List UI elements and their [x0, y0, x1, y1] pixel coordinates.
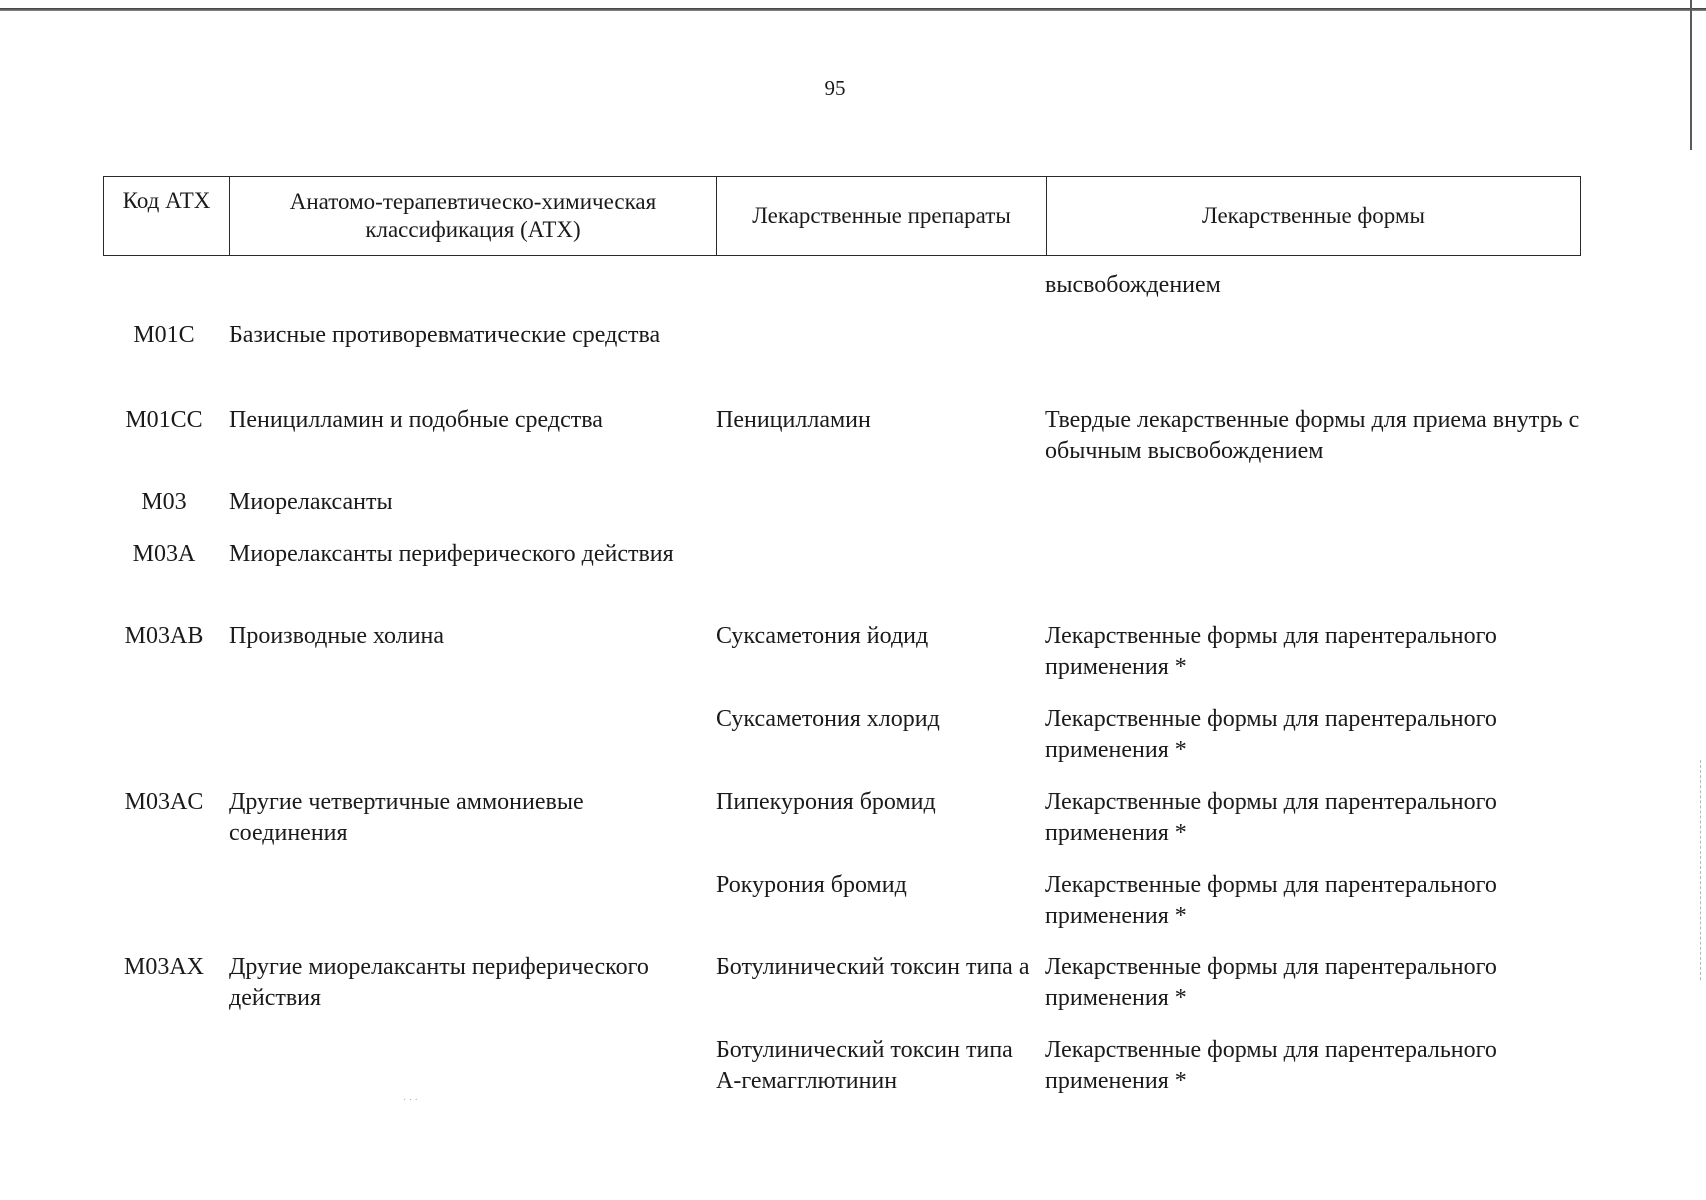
drug-name: Рокурония бромид — [716, 872, 907, 898]
atc-group: Базисные противоревматические средства — [229, 322, 661, 348]
drug-name: Пеницилламин — [716, 407, 871, 433]
dosage-form: Лекарственные формы для парентерального применения * — [1045, 954, 1497, 1011]
atc-group: Другие четвертичные аммониевые соединения — [229, 789, 584, 846]
atc-group: Другие миорелаксанты периферического действия — [229, 954, 649, 1011]
header-forms: Лекарственные формы — [1047, 177, 1581, 256]
dosage-form: Лекарственные формы для парентерального применения * — [1045, 706, 1497, 763]
dosage-form: Лекарственные формы для парентерального применения * — [1045, 872, 1497, 929]
drug-name: Ботулинический токсин типа а — [716, 954, 1030, 980]
scan-edge-right — [1690, 0, 1692, 150]
drug-name: Ботулинический токсин типа А-гемагглютинин — [716, 1037, 1013, 1094]
header-row — [104, 177, 1581, 256]
atc-group: Миорелаксанты периферического действия — [229, 541, 674, 567]
atc-group: Пеницилламин и подобные средства — [229, 407, 603, 433]
atc-group: Производные холина — [229, 623, 445, 649]
dosage-form: высвобождением — [1045, 272, 1221, 298]
dosage-form: Твердые лекарственные формы для приема внутрь с обычным высвобождением — [1045, 407, 1580, 464]
dosage-form: Лекарственные формы для парентерального применения * — [1045, 789, 1497, 846]
drug-name: Суксаметония йодид — [716, 623, 929, 649]
scan-edge-right-dots — [1700, 760, 1702, 980]
scan-edge-top — [0, 8, 1706, 11]
dosage-form: Лекарственные формы для парентерального применения * — [1045, 623, 1497, 680]
atc-code: M03 — [141, 489, 187, 515]
atc-code: M03AB — [124, 623, 204, 649]
atc-code: M01C — [133, 322, 195, 348]
atc-code: M01CC — [125, 407, 203, 433]
atc-group: Миорелаксанты — [229, 489, 393, 515]
atc-code: M03AX — [123, 954, 204, 980]
scan-speck: · · · — [403, 1095, 418, 1106]
table-header — [103, 176, 1581, 256]
header-drugs: Лекарственные препараты — [717, 177, 1047, 256]
page-number: 95 — [824, 76, 846, 100]
dosage-form: Лекарственные формы для парентерального применения * — [1045, 1037, 1497, 1094]
atc-code: M03A — [132, 541, 196, 567]
atc-code: M03AC — [124, 789, 204, 815]
drug-name: Пипекурония бромид — [716, 789, 936, 815]
drug-name: Суксаметония хлорид — [716, 706, 940, 732]
header-code: Код АТХ — [104, 177, 230, 256]
header-atc: Анатомо-терапевтическо-химическая классификация (АТХ) — [230, 177, 717, 256]
